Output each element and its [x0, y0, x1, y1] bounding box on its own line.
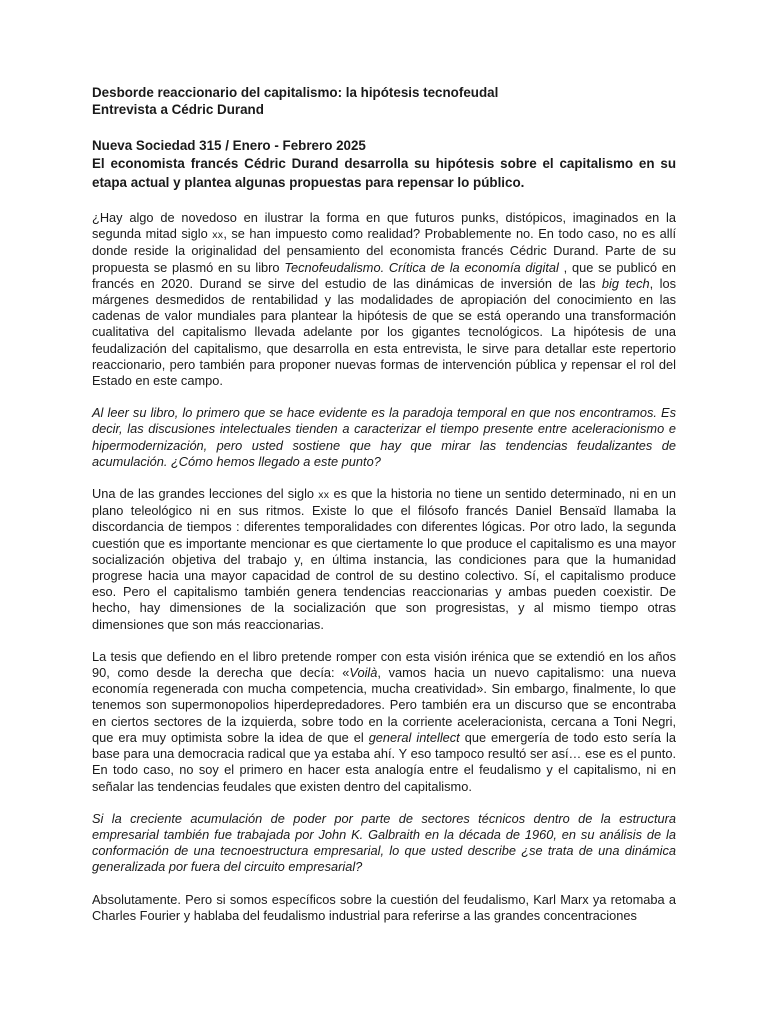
- century-numeral: xx: [212, 229, 224, 242]
- general-intellect-term: general intellect: [368, 729, 460, 745]
- voila-term: Voilà: [349, 665, 378, 681]
- article-title: Desborde reaccionario del capitalismo: la hipótesis tecnofeudal: [92, 85, 499, 100]
- interview-answer-3: Absolutamente. Pero si somos específicos sobre la cuestión del feudalismo, Karl Marx ya retomaba a Charles Fourier y hablaba del feudalismo industrial para referirse a las grandes concentraciones: [92, 891, 676, 923]
- big-tech-term: big tech: [601, 275, 650, 291]
- century-numeral: xx: [318, 489, 330, 502]
- title-block: [92, 84, 676, 118]
- interview-question-1: Al leer su libro, lo primero que se hace evidente es la paradoja temporal en que nos encontramos. Es decir, las discusiones intelectuales tienden a caracterizar el tiempo presente entre aceleracionismo e hipermodernización, pero usted sostiene que hay que mirar las tendencias feudalizantes de acumulación. ¿Cómo hemos llegado a este punto?: [92, 405, 676, 469]
- interview-answer-1: Una de las grandes lecciones del siglo xx es que la historia no tiene un sentido determinado, ni en un plano teleológico ni en sus ritmos. Existe lo que el filósofo francés Daniel Bensaïd llamaba la discordancia de tiempos : diferentes temporalidades con diferentes lógicas. Por otro lado, la segunda cuestión que es importante mencionar es que ciertamente lo que produce el capitalismo es una mayor socialización objetiva del trabajo y, en última instancia, las condiciones para que la humanidad progrese hacia una mayor capacidad de control de su destino colectivo. Sí, el capitalismo produce eso. Pero el capitalismo también genera tendencias reaccionarias y ambas pueden coexistir. De hecho, hay dimensiones de la socialización que son progresistas, y al mismo tiempo otras dimensiones que son más reaccionarias.: [92, 486, 676, 632]
- issue-line: Nueva Sociedad 315 / Enero - Febrero 2025: [92, 138, 366, 153]
- book-title: Tecnofeudalismo. Crítica de la economía digital: [284, 259, 559, 275]
- intro-paragraph: ¿Hay algo de novedoso en ilustrar la forma en que futuros punks, distópicos, imaginados en la segunda mitad siglo xx, se han impuesto como realidad? Probablemente no. En todo caso, no es allí donde reside la originalidad del pensamiento del economista francés Cédric Durand. Parte de su propuesta se plasmó en su libro Tecnofeudalismo. Crítica de la economía digital , que se publicó en francés en 2020. Durand se sirve del estudio de las dinámicas de inversión de las big tech, los márgenes desmedidos de rentabilidad y las modalidades de apropiación del conocimiento en las cadenas de valor mundiales para plantear la hipótesis de que se está operando una transformación cualitativa del capitalismo llevada adelante por los gigantes tecnológicos. La hipótesis de una feudalización del capitalismo, que desarrolla en esta entrevista, le sirve para detallar este repertorio reaccionario, pero también para proponer nuevas formas de intervención pública y repensar el rol del Estado en este campo.: [92, 210, 677, 389]
- article-subtitle: Entrevista a Cédric Durand: [92, 102, 264, 117]
- meta-block: [92, 137, 676, 192]
- interview-question-2: Si la creciente acumulación de poder por parte de sectores técnicos dentro de la estructura empresarial también fue trabajada por John K. Galbraith en la década de 1960, en su análisis de la conformación de una tecnoestructura empresarial, lo que usted describe ¿se trata de una dinámica generalizada por fuera del circuito empresarial?: [92, 810, 676, 875]
- lede: El economista francés Cédric Durand desarrolla su hipótesis sobre el capitalismo en su etapa actual y plantea algunas propuestas para repensar lo público.: [92, 156, 676, 190]
- interview-answer-2: La tesis que defiendo en el libro pretende romper con esta visión irénica que se extendió en los años 90, como desde la derecha que decía: «Voilà, vamos hacia un nuevo capitalismo: una nueva economía regenerada con mucha competencia, mucha creatividad». Sin embargo, finalmente, lo que tenemos son supermonopolios hiperdepredadores. Pero también era un discurso que se encontraba en ciertos sectores de la izquierda, sobre todo en la corriente aceleracionista, cercana a Toni Negri, que era muy optimista sobre la idea de que el general intellect que emergería de todo esto sería la base para una democracia radical que ya estaba ahí. Y eso tampoco resultó ser así… ese es el punto. En todo caso, no soy el primero en hacer esta analogía entre el feudalismo y el capitalismo, ni en señalar las tendencias feudales que existen dentro del capitalismo.: [92, 648, 676, 794]
